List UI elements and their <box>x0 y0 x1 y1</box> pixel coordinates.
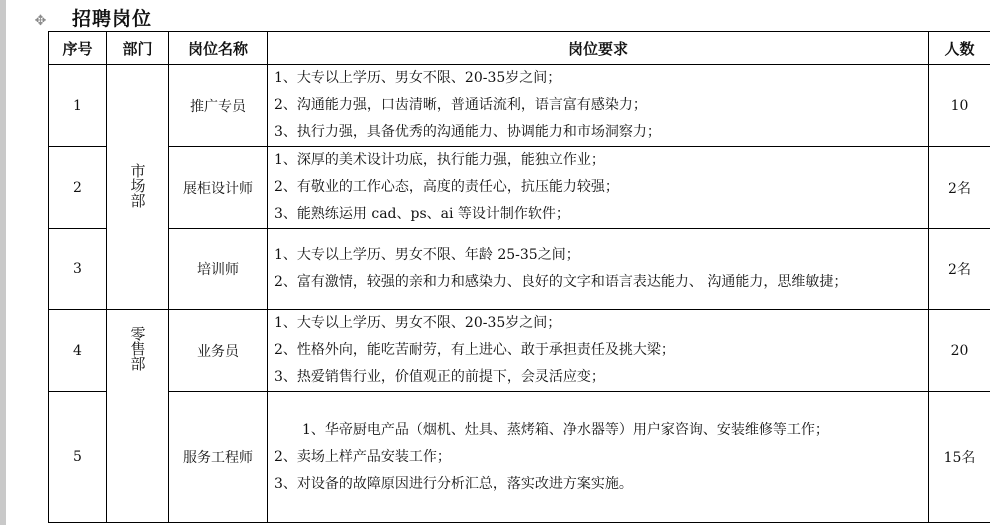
headcount: 2名 <box>929 229 990 310</box>
header-no: 序号 <box>49 32 107 65</box>
row-no: 3 <box>49 229 107 310</box>
recruitment-table <box>48 31 990 523</box>
header-count: 人数 <box>929 32 990 65</box>
table-row <box>49 65 990 147</box>
dept-cell-retail <box>107 310 169 523</box>
position-name: 培训师 <box>169 229 268 310</box>
requirement-item: 2、沟通能力强，口齿清晰，普通话流利，语言富有感染力； <box>274 97 647 113</box>
row-no: 2 <box>49 147 107 229</box>
table-row <box>49 147 990 229</box>
requirement-item: 3、对设备的故障原因进行分析汇总，落实改进方案实施。 <box>274 475 633 492</box>
position-name: 推广专员 <box>169 65 268 147</box>
table-header-row <box>49 32 990 65</box>
headcount: 10 <box>929 65 990 147</box>
table-row <box>49 229 990 310</box>
headcount: 15名 <box>929 392 990 523</box>
requirement-item: 2、性格外向，能吃苦耐劳，有上进心、敢于承担责任及挑大梁； <box>274 342 675 358</box>
row-no: 4 <box>49 310 107 392</box>
requirement-item: 2、卖场上样产品安装工作； <box>274 448 451 465</box>
dept-label: 市场部 <box>128 162 147 208</box>
requirement-item: 1、大专以上学历、男女不限、年龄 25-35之间； <box>274 247 580 263</box>
header-position: 岗位名称 <box>169 32 268 65</box>
row-no: 1 <box>49 65 107 147</box>
position-name: 业务员 <box>169 310 268 392</box>
header-requirements: 岗位要求 <box>268 32 929 65</box>
row-no: 5 <box>49 392 107 523</box>
table-row <box>49 310 990 392</box>
requirement-item: 3、热爱销售行业，价值观正的前提下，会灵活应变； <box>274 369 605 385</box>
move-icon[interactable]: ✥ <box>34 13 47 29</box>
requirement-item: 3、执行力强，具备优秀的沟通能力、协调能力和市场洞察力； <box>274 124 661 140</box>
left-margin-gutter <box>0 0 6 525</box>
requirement-item: 2、有敬业的工作心态，高度的责任心，抗压能力较强； <box>274 179 619 195</box>
headcount: 2名 <box>929 147 990 229</box>
position-name: 展柜设计师 <box>169 147 268 229</box>
header-dept: 部门 <box>107 32 169 65</box>
requirement-item: 1、华帝厨电产品（烟机、灶具、蒸烤箱、净水器等）用户家咨询、安装维修等工作； <box>302 421 829 438</box>
page-title: 招聘岗位 <box>72 8 153 30</box>
requirement-item: 1、大专以上学历、男女不限、20-35岁之间； <box>274 70 562 86</box>
position-name: 服务工程师 <box>169 392 268 523</box>
requirement-item: 2、富有激情，较强的亲和力和感染力、良好的文字和语言表达能力、 沟通能力，思维敏捷； <box>274 274 848 290</box>
requirements-cell <box>268 147 929 229</box>
requirements-cell <box>268 392 929 523</box>
requirements-cell <box>268 65 929 147</box>
headcount: 20 <box>929 310 990 392</box>
table-row <box>49 392 990 523</box>
requirement-item: 3、能熟练运用 cad、ps、ai 等设计制作软件； <box>274 206 570 222</box>
requirement-item: 1、大专以上学历、男女不限、20-35岁之间； <box>274 315 562 331</box>
requirements-cell <box>268 310 929 392</box>
dept-label: 零售部 <box>128 326 147 371</box>
dept-cell-marketing <box>107 65 169 310</box>
requirement-item: 1、深厚的美术设计功底，执行能力强，能独立作业； <box>274 152 605 168</box>
requirements-cell <box>268 229 929 310</box>
